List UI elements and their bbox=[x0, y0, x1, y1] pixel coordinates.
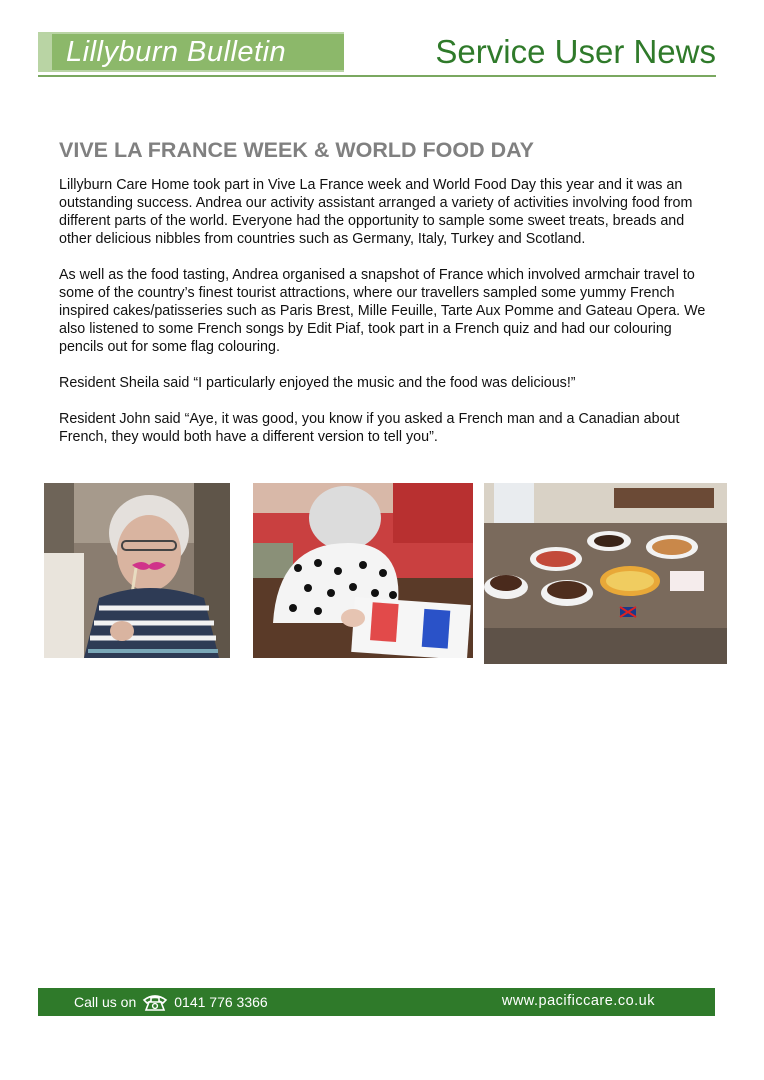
photo-resident-flag-colouring bbox=[253, 483, 473, 658]
article-heading: VIVE LA FRANCE WEEK & WORLD FOOD DAY bbox=[59, 138, 535, 162]
phone-icon bbox=[142, 993, 168, 1011]
footer-bar bbox=[38, 988, 715, 1016]
photo-resident-moustache-prop bbox=[44, 483, 230, 658]
website-link[interactable]: www.pacificcare.co.uk bbox=[501, 993, 655, 1009]
service-user-news-title: Service User News bbox=[435, 33, 716, 70]
article-paragraph: Resident Sheila said “I particularly enjoyed the music and the food was delicious!” bbox=[59, 375, 576, 391]
footer-call bbox=[74, 993, 268, 1011]
article-paragraph: As well as the food tasting, Andrea organised a snapshot of France which involved armchair travel to some of the country’s finest tourist attractions, where our travellers sampled some yummy French inspired cakes/patisseries such as Paris Brest, Mille Feuille, Tarte Aux Pomme and Gateau Opera. We also listened to some French songs by Edit Piaf, took part in a French quiz and had our colouring pencils out for some flag colouring. bbox=[59, 267, 706, 355]
call-label: Call us on bbox=[74, 994, 137, 1010]
header-divider bbox=[38, 75, 716, 77]
bulletin-title: Lillyburn Bulletin bbox=[66, 36, 287, 68]
article-paragraph: Resident John said “Aye, it was good, you know if you asked a French man and a Canadian about French, they would both have a different version to tell you”. bbox=[59, 411, 680, 445]
article-paragraph: Lillyburn Care Home took part in Vive La France week and World Food Day this year and it was an outstanding success. Andrea our activity assistant arranged a variety of activities involving food from different parts of the world. Everyone had the opportunity to sample some sweet treats, breads and other delicious nibbles from countries such as Germany, Italy, Turkey and Scotland. bbox=[59, 177, 693, 247]
phone-number[interactable]: 0141 776 3366 bbox=[174, 994, 268, 1010]
photo-food-table bbox=[484, 483, 727, 664]
article-body bbox=[59, 176, 719, 464]
